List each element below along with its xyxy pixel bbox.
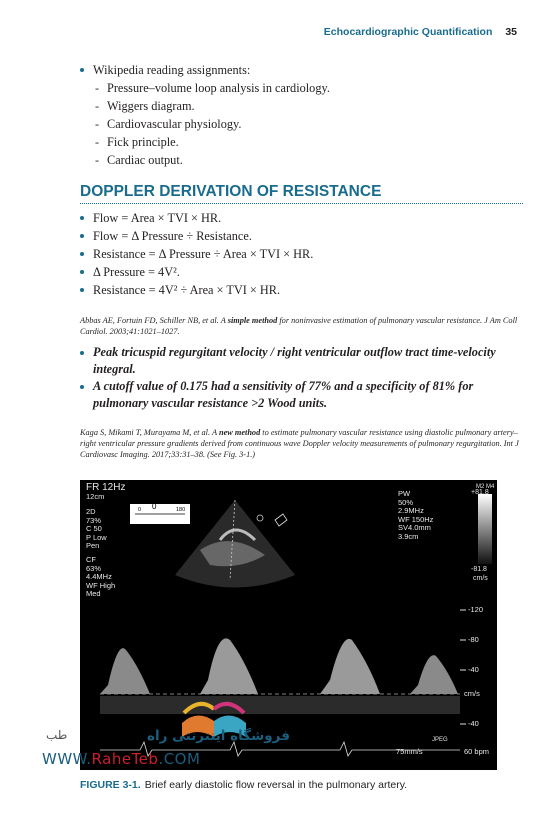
mode-label: M2 M4 [476, 484, 495, 490]
figure-caption-text: Brief early diastolic flow reversal in the pulmonary artery. [144, 779, 408, 791]
watermark-url [42, 750, 200, 768]
twod-settings: 2D 73% C 50 P Low Pen [86, 507, 107, 550]
wiki-heading-item [80, 61, 525, 169]
frame-rate: FR 12Hz [86, 482, 126, 493]
pw-settings: PW 50% 2.9MHz WF 150Hz SV4.0mm 3.9cm [398, 489, 434, 541]
doppler-envelope [410, 655, 458, 694]
wiki-item: - Fick principle. [93, 133, 525, 151]
doppler-envelope [200, 638, 258, 694]
formula-list [80, 209, 525, 299]
wm-url-red: RaheTeb [91, 750, 159, 768]
angle-max: 180 [176, 507, 186, 513]
cf-settings: CF 63% 4.4MHz WF High Med [86, 555, 116, 598]
findings-list [80, 344, 525, 412]
reference-abbas [80, 315, 520, 337]
doppler-envelope [100, 648, 150, 694]
heart-rate: 60 bpm [464, 747, 490, 756]
formula-item: Flow = Area × TVI × HR. [80, 209, 525, 227]
figure-caption [80, 779, 520, 791]
wiki-sublist [93, 79, 525, 169]
angle-zero: 0 [138, 507, 142, 513]
section-title: DOPPLER DERIVATION OF RESISTANCE [80, 183, 523, 204]
wiki-item: - Pressure–volume loop analysis in cardiology. [93, 79, 525, 97]
ref2-bold: new method [218, 428, 261, 437]
ref1-post: for noninvasive estimation of pulmonary vascular resistance. J Am Coll Cardiol. 2003;41:1021–1027. [80, 316, 518, 336]
tick-label: -40 [468, 719, 479, 728]
wiki-heading: Wikipedia reading assignments: [93, 63, 251, 77]
figure-label: FIGURE 3-1. [80, 779, 141, 791]
doppler-envelope [320, 639, 380, 694]
jpeg-label: JPEG [432, 737, 448, 743]
formula-item: Flow = Δ Pressure ÷ Resistance. [80, 227, 525, 245]
formula-item: Resistance = 4V² ÷ Area × TVI × HR. [80, 281, 525, 299]
wiki-item: - Cardiac output. [93, 151, 525, 169]
ref1-pre: Abbas AE, Fortuin FD, Schiller NB, et al. A [80, 316, 228, 325]
running-head [324, 26, 517, 38]
tick-label: -80 [468, 635, 479, 644]
probe-icon [275, 514, 287, 526]
grayscale-bar [478, 494, 492, 564]
ref2-pre: Kaga S, Mikami T, Murayama M, et al. A [80, 428, 219, 437]
sweep-speed: 75mm/s [396, 747, 423, 756]
wm-url-post: .COM [158, 750, 201, 768]
tick-label: -40 [468, 665, 479, 674]
wm-url-pre: WWW. [42, 750, 92, 768]
scale-bottom: -81.8 [471, 566, 487, 573]
formula-item: Δ Pressure = 4V². [80, 263, 525, 281]
wiki-list [80, 61, 525, 169]
page-number: 35 [505, 26, 517, 38]
wiki-item: - Cardiovascular physiology. [93, 115, 525, 133]
watermark-store-name: فروشگاه اینترنتی راه [147, 728, 290, 744]
formula-item: Resistance = Δ Pressure ÷ Area × TVI × HR. [80, 245, 525, 263]
sample-gate [257, 515, 263, 521]
depth: 12cm [86, 492, 105, 501]
wiki-item: - Wiggers diagram. [93, 97, 525, 115]
finding-item: Peak tricuspid regurgitant velocity / right ventricular outflow tract time-velocity integral. [80, 344, 525, 378]
running-head-title: Echocardiographic Quantification [323, 26, 493, 38]
scale-unit: cm/s [473, 575, 488, 582]
tick-label: cm/s [464, 689, 480, 698]
angle-value: 0 [152, 502, 157, 511]
ref1-bold: simple method [227, 316, 278, 325]
scale-top: +81.8 [471, 489, 489, 496]
ref2-post: to estimate pulmonary vascular resistance using diastolic pulmonary artery–right ventricular pressure gradients derived from continuous wave Doppler velocity measurements of pulmonary regurgitation. Int J Cardiovasc Imaging. 2017;33:31–38. (See Fig. 3-1.) [80, 428, 519, 459]
finding-item: A cutoff value of 0.175 had a sensitivity of 77% and a specificity of 81% for pulmonary vascular resistance >2 Wood units. [80, 378, 525, 412]
reference-kaga [80, 427, 520, 460]
watermark-store-tail: طب [46, 728, 68, 742]
tick-label: -120 [468, 605, 484, 614]
